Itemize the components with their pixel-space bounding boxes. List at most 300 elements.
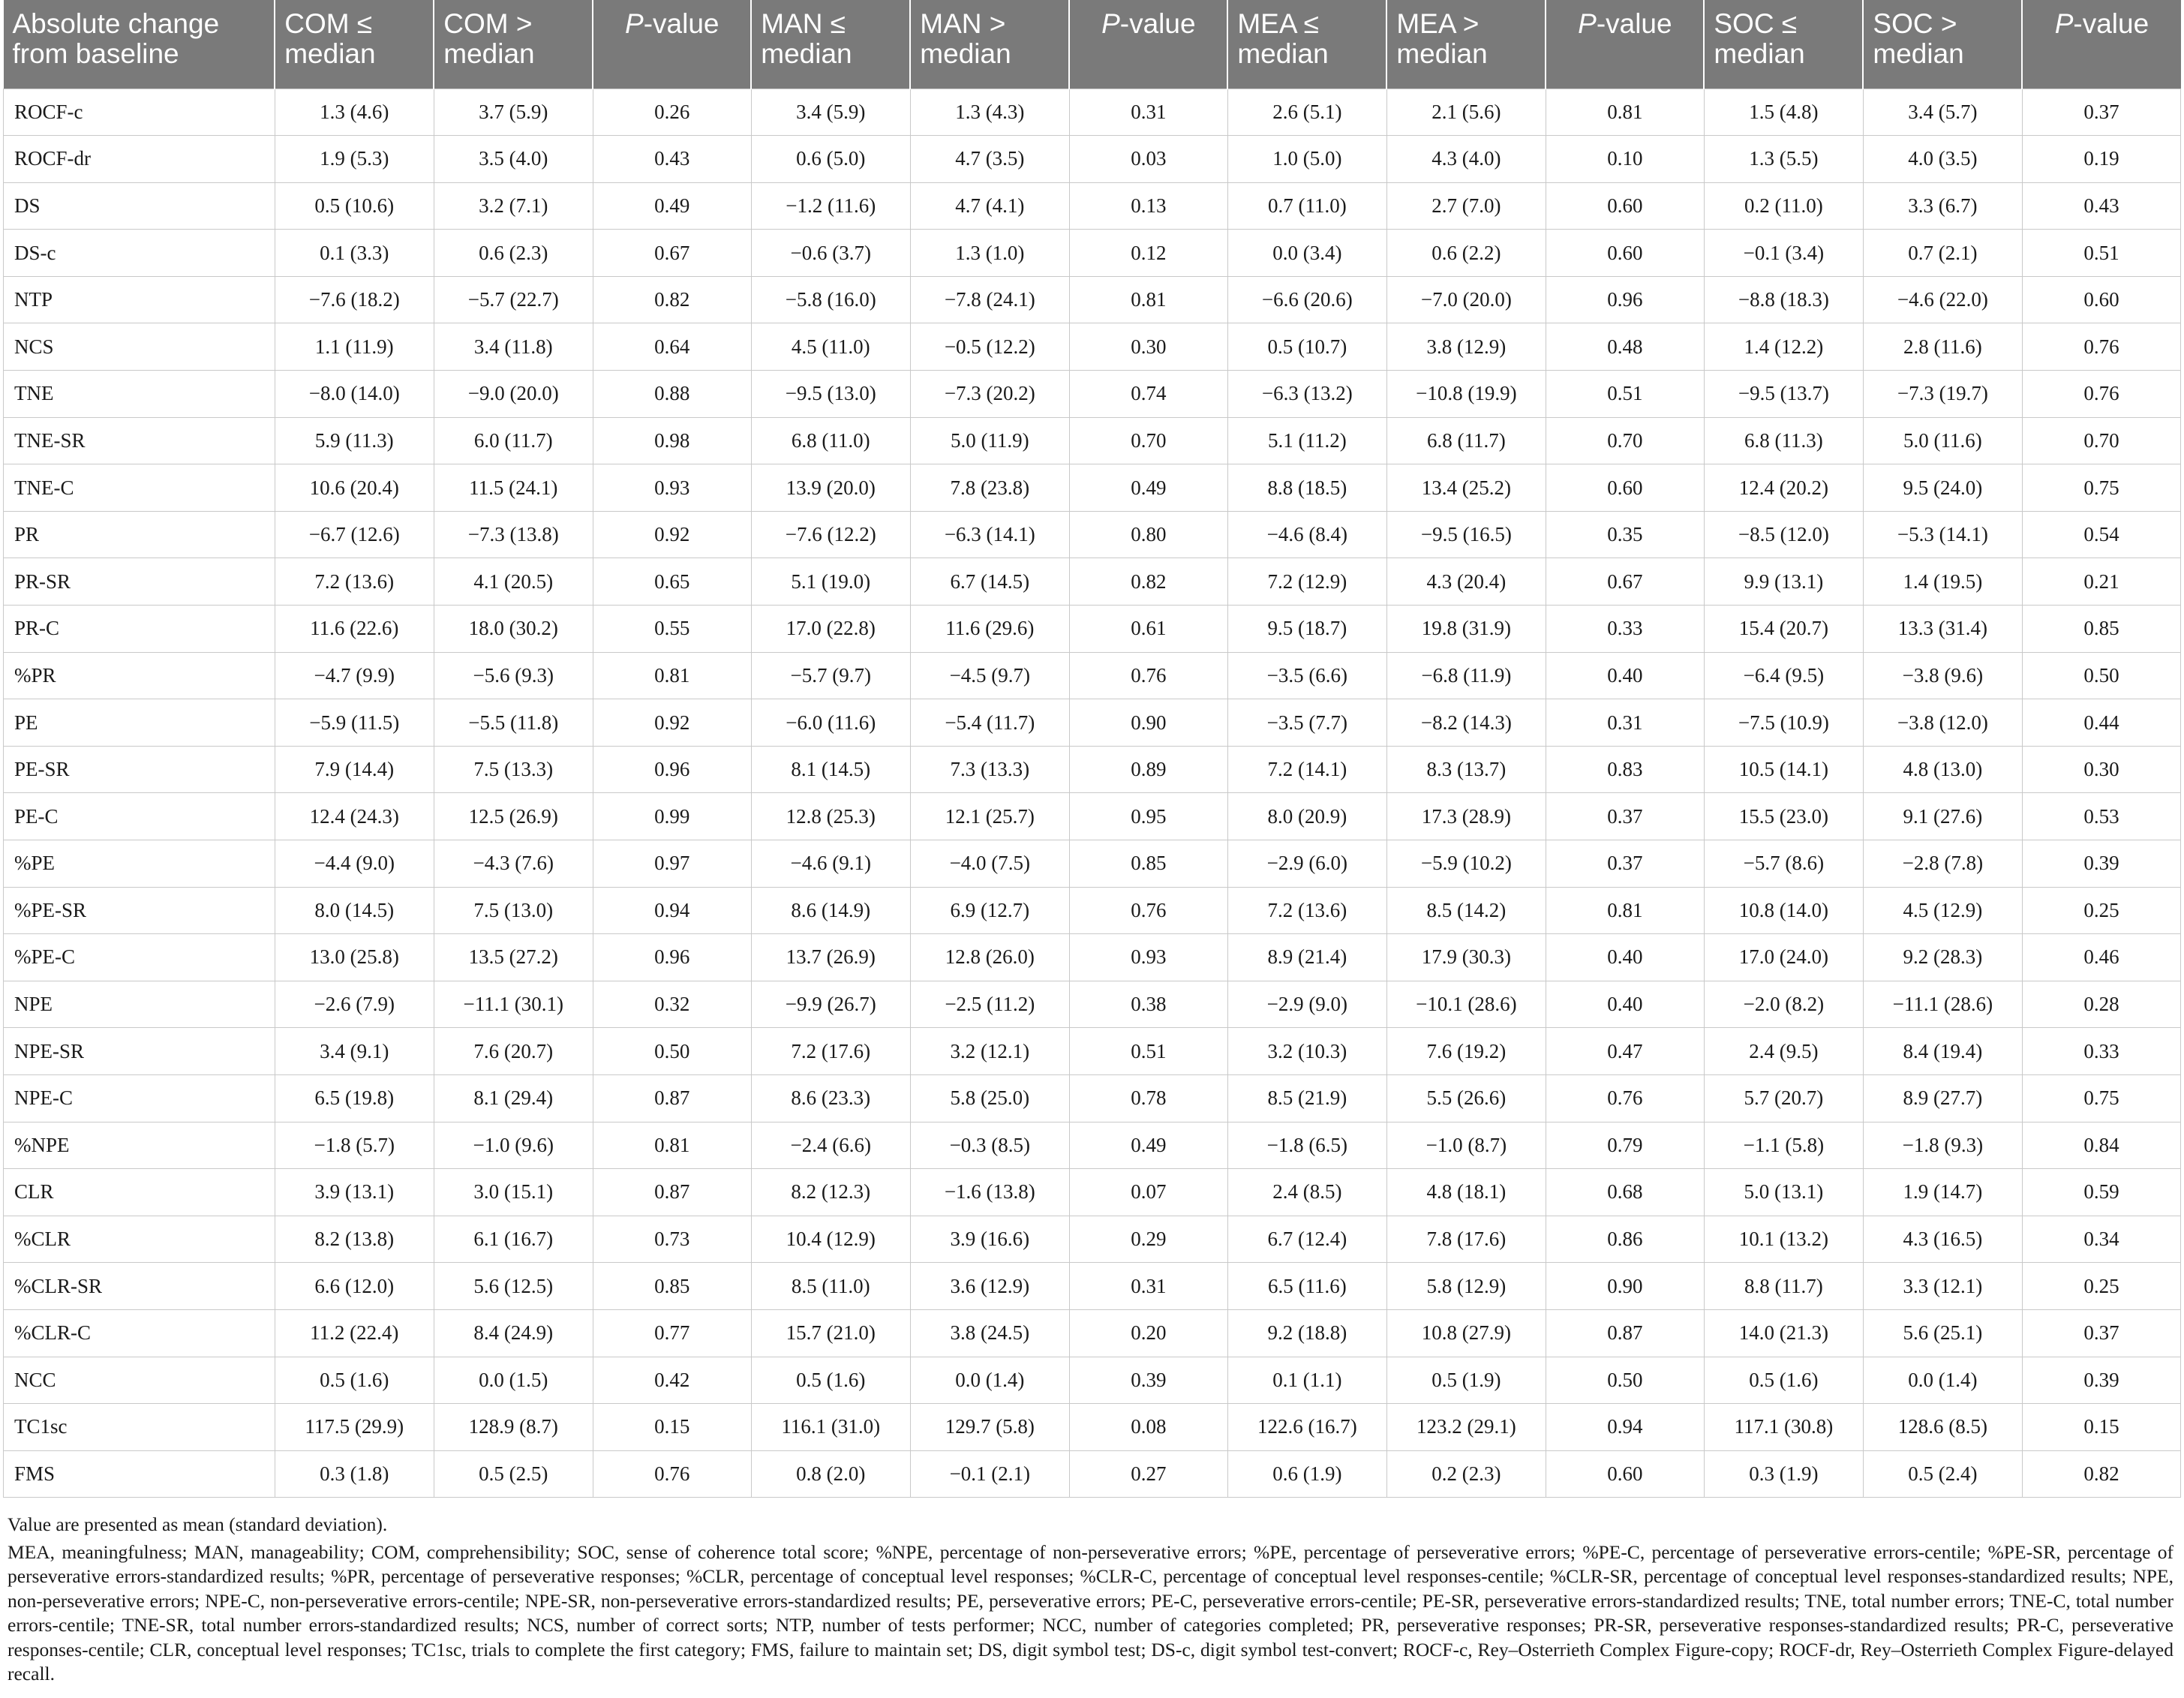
value-cell: −5.7 (9.7) — [751, 652, 910, 699]
p-value-cell: 0.60 — [1546, 1450, 1704, 1498]
results-table — [3, 0, 2181, 1498]
value-cell: −6.7 (12.6) — [275, 511, 434, 558]
value-cell: −8.2 (14.3) — [1386, 699, 1546, 747]
p-suffix: -value — [2073, 8, 2149, 39]
value-cell: 5.6 (12.5) — [434, 1263, 593, 1310]
value-cell: 8.9 (21.4) — [1227, 934, 1386, 981]
value-cell: 7.2 (13.6) — [275, 558, 434, 606]
p-value-cell: 0.46 — [2022, 934, 2180, 981]
p-value-cell: 0.70 — [1546, 417, 1704, 464]
p-value-cell: 0.55 — [593, 606, 751, 653]
value-cell: −0.5 (12.2) — [910, 323, 1069, 371]
value-cell: 2.8 (11.6) — [1863, 323, 2022, 371]
value-cell: 5.0 (11.6) — [1863, 417, 2022, 464]
value-cell: −11.1 (28.6) — [1863, 981, 2022, 1028]
p-value-cell: 0.76 — [2022, 371, 2180, 418]
value-cell: 8.1 (29.4) — [434, 1074, 593, 1122]
value-cell: 7.8 (17.6) — [1386, 1216, 1546, 1263]
value-cell: 0.2 (11.0) — [1704, 182, 1863, 230]
p-value-cell: 0.32 — [593, 981, 751, 1028]
value-cell: 2.4 (8.5) — [1227, 1169, 1386, 1216]
value-cell: 7.3 (13.3) — [910, 746, 1069, 793]
column-header: MEA ≤ median — [1227, 0, 1386, 89]
value-cell: 8.3 (13.7) — [1386, 746, 1546, 793]
p-value-cell: 0.29 — [1069, 1216, 1227, 1263]
value-cell: 15.4 (20.7) — [1704, 606, 1863, 653]
p-value-cell: 0.34 — [2022, 1216, 2180, 1263]
table-row — [4, 558, 2181, 606]
value-cell: 17.3 (28.9) — [1386, 793, 1546, 840]
value-cell: 2.7 (7.0) — [1386, 182, 1546, 230]
value-cell: 0.5 (2.5) — [434, 1450, 593, 1498]
table-row — [4, 1450, 2181, 1498]
p-value-cell: 0.60 — [1546, 230, 1704, 277]
p-value-cell: 0.80 — [1069, 511, 1227, 558]
value-cell: 9.2 (18.8) — [1227, 1309, 1386, 1357]
value-cell: 0.6 (2.2) — [1386, 230, 1546, 277]
value-cell: −2.0 (8.2) — [1704, 981, 1863, 1028]
p-value-cell: 0.74 — [1069, 371, 1227, 418]
value-cell: 8.4 (24.9) — [434, 1309, 593, 1357]
value-cell: 6.5 (19.8) — [275, 1074, 434, 1122]
value-cell: −10.8 (19.9) — [1386, 371, 1546, 418]
value-cell: 9.5 (18.7) — [1227, 606, 1386, 653]
p-value-cell: 0.68 — [1546, 1169, 1704, 1216]
value-cell: −4.4 (9.0) — [275, 840, 434, 888]
p-value-cell: 0.96 — [593, 934, 751, 981]
column-header: MAN ≤ median — [751, 0, 910, 89]
value-cell: 7.2 (14.1) — [1227, 746, 1386, 793]
value-cell: 3.0 (15.1) — [434, 1169, 593, 1216]
p-value-cell: 0.76 — [2022, 323, 2180, 371]
value-cell: 8.5 (14.2) — [1386, 887, 1546, 934]
table-row — [4, 1028, 2181, 1075]
value-cell: 0.3 (1.8) — [275, 1450, 434, 1498]
value-cell: 7.5 (13.3) — [434, 746, 593, 793]
value-cell: 7.2 (13.6) — [1227, 887, 1386, 934]
p-value-cell: 0.50 — [2022, 652, 2180, 699]
p-value-cell: 0.15 — [593, 1404, 751, 1451]
value-cell: −1.6 (13.8) — [910, 1169, 1069, 1216]
p-value-cell: 0.81 — [1069, 276, 1227, 323]
value-cell: 6.9 (12.7) — [910, 887, 1069, 934]
header-row — [4, 0, 2181, 89]
value-cell: 12.4 (20.2) — [1704, 464, 1863, 512]
column-header — [593, 0, 751, 89]
value-cell: 4.5 (11.0) — [751, 323, 910, 371]
p-value-cell: 0.51 — [1546, 371, 1704, 418]
row-label: NCS — [4, 323, 275, 371]
row-label: ROCF-dr — [4, 136, 275, 183]
p-value-cell: 0.94 — [593, 887, 751, 934]
p-letter: P — [2054, 8, 2074, 39]
table-row — [4, 1216, 2181, 1263]
value-cell: 6.6 (12.0) — [275, 1263, 434, 1310]
row-label: PE-C — [4, 793, 275, 840]
value-cell: 4.7 (4.1) — [910, 182, 1069, 230]
value-cell: −7.3 (13.8) — [434, 511, 593, 558]
value-cell: 11.6 (22.6) — [275, 606, 434, 653]
value-cell: −9.5 (13.7) — [1704, 371, 1863, 418]
value-cell: 9.1 (27.6) — [1863, 793, 2022, 840]
value-cell: −8.5 (12.0) — [1704, 511, 1863, 558]
p-value-cell: 0.15 — [2022, 1404, 2180, 1451]
p-value-cell: 0.49 — [593, 182, 751, 230]
value-cell: −5.8 (16.0) — [751, 276, 910, 323]
value-cell: 3.4 (5.9) — [751, 89, 910, 136]
column-header — [2022, 0, 2180, 89]
row-label: %PE-C — [4, 934, 275, 981]
value-cell: 5.0 (13.1) — [1704, 1169, 1863, 1216]
value-cell: 4.3 (20.4) — [1386, 558, 1546, 606]
value-cell: 8.5 (21.9) — [1227, 1074, 1386, 1122]
value-cell: 1.0 (5.0) — [1227, 136, 1386, 183]
value-cell: −4.6 (22.0) — [1863, 276, 2022, 323]
value-cell: 5.8 (12.9) — [1386, 1263, 1546, 1310]
value-cell: −5.6 (9.3) — [434, 652, 593, 699]
value-cell: 8.8 (11.7) — [1704, 1263, 1863, 1310]
p-value-cell: 0.60 — [1546, 182, 1704, 230]
table-row — [4, 652, 2181, 699]
value-cell: −7.8 (24.1) — [910, 276, 1069, 323]
p-value-cell: 0.70 — [2022, 417, 2180, 464]
p-value-cell: 0.39 — [2022, 1357, 2180, 1404]
p-value-cell: 0.67 — [1546, 558, 1704, 606]
table-row — [4, 371, 2181, 418]
p-value-cell: 0.31 — [1069, 1263, 1227, 1310]
table-footnotes — [3, 1513, 2181, 1687]
p-value-cell: 0.49 — [1069, 1122, 1227, 1169]
p-value-cell: 0.61 — [1069, 606, 1227, 653]
p-value-cell: 0.90 — [1069, 699, 1227, 747]
table-row — [4, 464, 2181, 512]
value-cell: 5.8 (25.0) — [910, 1074, 1069, 1122]
value-cell: 3.4 (9.1) — [275, 1028, 434, 1075]
value-cell: 0.0 (1.4) — [1863, 1357, 2022, 1404]
row-label: PE-SR — [4, 746, 275, 793]
value-cell: 19.8 (31.9) — [1386, 606, 1546, 653]
value-cell: −5.9 (10.2) — [1386, 840, 1546, 888]
presentation-note: Value are presented as mean (standard deviation). — [8, 1513, 388, 1536]
value-cell: 15.7 (21.0) — [751, 1309, 910, 1357]
p-value-cell: 0.93 — [593, 464, 751, 512]
value-cell: 12.8 (26.0) — [910, 934, 1069, 981]
p-value-cell: 0.33 — [2022, 1028, 2180, 1075]
row-label: PR-SR — [4, 558, 275, 606]
value-cell: 11.6 (29.6) — [910, 606, 1069, 653]
column-header: SOC ≤ median — [1704, 0, 1863, 89]
value-cell: −9.0 (20.0) — [434, 371, 593, 418]
row-label: TNE — [4, 371, 275, 418]
value-cell: 4.3 (4.0) — [1386, 136, 1546, 183]
row-label: %PE-SR — [4, 887, 275, 934]
value-cell: 9.5 (24.0) — [1863, 464, 2022, 512]
p-value-cell: 0.82 — [2022, 1450, 2180, 1498]
row-label: NPE-C — [4, 1074, 275, 1122]
value-cell: 128.6 (8.5) — [1863, 1404, 2022, 1451]
p-value-cell: 0.03 — [1069, 136, 1227, 183]
value-cell: 7.5 (13.0) — [434, 887, 593, 934]
table-row — [4, 1263, 2181, 1310]
table-row — [4, 1309, 2181, 1357]
table-body — [4, 89, 2181, 1498]
value-cell: −5.7 (22.7) — [434, 276, 593, 323]
row-label: FMS — [4, 1450, 275, 1498]
p-value-cell: 0.44 — [2022, 699, 2180, 747]
table-row — [4, 230, 2181, 277]
value-cell: −8.0 (14.0) — [275, 371, 434, 418]
value-cell: 13.0 (25.8) — [275, 934, 434, 981]
p-letter: P — [1578, 8, 1597, 39]
value-cell: 0.7 (11.0) — [1227, 182, 1386, 230]
value-cell: 0.5 (1.6) — [1704, 1357, 1863, 1404]
value-cell: 8.9 (27.7) — [1863, 1074, 2022, 1122]
p-value-cell: 0.38 — [1069, 981, 1227, 1028]
p-value-cell: 0.43 — [2022, 182, 2180, 230]
column-header — [1069, 0, 1227, 89]
value-cell: 0.5 (10.6) — [275, 182, 434, 230]
value-cell: −5.3 (14.1) — [1863, 511, 2022, 558]
value-cell: 8.1 (14.5) — [751, 746, 910, 793]
value-cell: 4.7 (3.5) — [910, 136, 1069, 183]
value-cell: 12.1 (25.7) — [910, 793, 1069, 840]
value-cell: −0.1 (2.1) — [910, 1450, 1069, 1498]
value-cell: 3.8 (24.5) — [910, 1309, 1069, 1357]
row-label: %PR — [4, 652, 275, 699]
row-label: PR — [4, 511, 275, 558]
p-value-cell: 0.13 — [1069, 182, 1227, 230]
p-value-cell: 0.99 — [593, 793, 751, 840]
value-cell: 7.6 (19.2) — [1386, 1028, 1546, 1075]
column-header: MEA > median — [1386, 0, 1546, 89]
p-value-cell: 0.28 — [2022, 981, 2180, 1028]
p-value-cell: 0.54 — [2022, 511, 2180, 558]
value-cell: −3.8 (9.6) — [1863, 652, 2022, 699]
value-cell: 3.2 (12.1) — [910, 1028, 1069, 1075]
p-value-cell: 0.31 — [1069, 89, 1227, 136]
row-label: DS — [4, 182, 275, 230]
p-value-cell: 0.07 — [1069, 1169, 1227, 1216]
value-cell: 1.3 (4.6) — [275, 89, 434, 136]
value-cell: −1.8 (6.5) — [1227, 1122, 1386, 1169]
value-cell: 5.1 (19.0) — [751, 558, 910, 606]
value-cell: −7.6 (12.2) — [751, 511, 910, 558]
table-row — [4, 182, 2181, 230]
value-cell: 1.5 (4.8) — [1704, 89, 1863, 136]
value-cell: −4.6 (8.4) — [1227, 511, 1386, 558]
value-cell: 3.9 (16.6) — [910, 1216, 1069, 1263]
value-cell: 13.5 (27.2) — [434, 934, 593, 981]
value-cell: 3.5 (4.0) — [434, 136, 593, 183]
value-cell: 3.4 (11.8) — [434, 323, 593, 371]
value-cell: 8.0 (20.9) — [1227, 793, 1386, 840]
value-cell: 6.0 (11.7) — [434, 417, 593, 464]
value-cell: 1.3 (5.5) — [1704, 136, 1863, 183]
row-label: CLR — [4, 1169, 275, 1216]
p-value-cell: 0.39 — [2022, 840, 2180, 888]
value-cell: −2.8 (7.8) — [1863, 840, 2022, 888]
p-value-cell: 0.92 — [593, 699, 751, 747]
value-cell: 0.5 (1.9) — [1386, 1357, 1546, 1404]
value-cell: −0.6 (3.7) — [751, 230, 910, 277]
value-cell: 0.5 (1.6) — [275, 1357, 434, 1404]
value-cell: 1.9 (14.7) — [1863, 1169, 2022, 1216]
value-cell: 7.8 (23.8) — [910, 464, 1069, 512]
value-cell: −6.3 (14.1) — [910, 511, 1069, 558]
p-value-cell: 0.27 — [1069, 1450, 1227, 1498]
value-cell: −1.1 (5.8) — [1704, 1122, 1863, 1169]
p-suffix: -value — [643, 8, 719, 39]
value-cell: 9.2 (28.3) — [1863, 934, 2022, 981]
p-value-cell: 0.20 — [1069, 1309, 1227, 1357]
value-cell: 117.5 (29.9) — [275, 1404, 434, 1451]
p-value-cell: 0.31 — [1546, 699, 1704, 747]
value-cell: 1.3 (1.0) — [910, 230, 1069, 277]
row-label: ROCF-c — [4, 89, 275, 136]
value-cell: −6.6 (20.6) — [1227, 276, 1386, 323]
table-row — [4, 1169, 2181, 1216]
value-cell: −5.5 (11.8) — [434, 699, 593, 747]
value-cell: 0.6 (2.3) — [434, 230, 593, 277]
p-value-cell: 0.40 — [1546, 981, 1704, 1028]
p-value-cell: 0.26 — [593, 89, 751, 136]
value-cell: 0.1 (3.3) — [275, 230, 434, 277]
table-row — [4, 511, 2181, 558]
value-cell: −6.0 (11.6) — [751, 699, 910, 747]
p-value-cell: 0.78 — [1069, 1074, 1227, 1122]
p-value-cell: 0.25 — [2022, 887, 2180, 934]
value-cell: 6.8 (11.0) — [751, 417, 910, 464]
table-row — [4, 89, 2181, 136]
value-cell: −10.1 (28.6) — [1386, 981, 1546, 1028]
value-cell: 128.9 (8.7) — [434, 1404, 593, 1451]
p-value-cell: 0.87 — [593, 1074, 751, 1122]
p-value-cell: 0.53 — [2022, 793, 2180, 840]
value-cell: 12.4 (24.3) — [275, 793, 434, 840]
p-value-cell: 0.48 — [1546, 323, 1704, 371]
p-value-cell: 0.65 — [593, 558, 751, 606]
value-cell: 4.1 (20.5) — [434, 558, 593, 606]
value-cell: 3.3 (6.7) — [1863, 182, 2022, 230]
value-cell: 1.4 (12.2) — [1704, 323, 1863, 371]
value-cell: 11.2 (22.4) — [275, 1309, 434, 1357]
value-cell: 13.9 (20.0) — [751, 464, 910, 512]
value-cell: 3.2 (10.3) — [1227, 1028, 1386, 1075]
value-cell: −1.2 (11.6) — [751, 182, 910, 230]
value-cell: 0.5 (10.7) — [1227, 323, 1386, 371]
value-cell: −0.3 (8.5) — [910, 1122, 1069, 1169]
column-header: MAN > median — [910, 0, 1069, 89]
p-value-cell: 0.40 — [1546, 934, 1704, 981]
p-value-cell: 0.25 — [2022, 1263, 2180, 1310]
p-value-cell: 0.96 — [1546, 276, 1704, 323]
table-row — [4, 934, 2181, 981]
p-value-cell: 0.95 — [1069, 793, 1227, 840]
value-cell: 0.5 (1.6) — [751, 1357, 910, 1404]
value-cell: −4.0 (7.5) — [910, 840, 1069, 888]
value-cell: 3.7 (5.9) — [434, 89, 593, 136]
p-value-cell: 0.75 — [2022, 464, 2180, 512]
p-suffix: -value — [1119, 8, 1196, 39]
row-label-header: Absolute change from baseline — [4, 0, 275, 89]
row-label: TNE-C — [4, 464, 275, 512]
value-cell: 8.4 (19.4) — [1863, 1028, 2022, 1075]
value-cell: 0.7 (2.1) — [1863, 230, 2022, 277]
p-value-cell: 0.85 — [593, 1263, 751, 1310]
table-row — [4, 136, 2181, 183]
value-cell: 10.8 (27.9) — [1386, 1309, 1546, 1357]
table-row — [4, 417, 2181, 464]
table-row — [4, 840, 2181, 888]
p-value-cell: 0.76 — [1069, 887, 1227, 934]
p-value-cell: 0.50 — [593, 1028, 751, 1075]
p-value-cell: 0.98 — [593, 417, 751, 464]
p-value-cell: 0.92 — [593, 511, 751, 558]
p-value-cell: 0.60 — [2022, 276, 2180, 323]
p-value-cell: 0.08 — [1069, 1404, 1227, 1451]
p-value-cell: 0.88 — [593, 371, 751, 418]
value-cell: 10.8 (14.0) — [1704, 887, 1863, 934]
value-cell: 8.2 (12.3) — [751, 1169, 910, 1216]
value-cell: 17.0 (22.8) — [751, 606, 910, 653]
value-cell: −9.9 (26.7) — [751, 981, 910, 1028]
value-cell: −2.5 (11.2) — [910, 981, 1069, 1028]
value-cell: 5.0 (11.9) — [910, 417, 1069, 464]
p-value-cell: 0.10 — [1546, 136, 1704, 183]
value-cell: 5.6 (25.1) — [1863, 1309, 2022, 1357]
p-value-cell: 0.79 — [1546, 1122, 1704, 1169]
table-row — [4, 1122, 2181, 1169]
value-cell: 6.7 (12.4) — [1227, 1216, 1386, 1263]
p-value-cell: 0.30 — [1069, 323, 1227, 371]
table-row — [4, 746, 2181, 793]
value-cell: −4.7 (9.9) — [275, 652, 434, 699]
row-label: %CLR — [4, 1216, 275, 1263]
row-label: %NPE — [4, 1122, 275, 1169]
value-cell: 13.4 (25.2) — [1386, 464, 1546, 512]
value-cell: 0.8 (2.0) — [751, 1450, 910, 1498]
row-label: %CLR-C — [4, 1309, 275, 1357]
value-cell: 1.1 (11.9) — [275, 323, 434, 371]
value-cell: −7.3 (19.7) — [1863, 371, 2022, 418]
value-cell: 2.1 (5.6) — [1386, 89, 1546, 136]
value-cell: 0.0 (1.5) — [434, 1357, 593, 1404]
value-cell: 6.5 (11.6) — [1227, 1263, 1386, 1310]
value-cell: 8.6 (14.9) — [751, 887, 910, 934]
table-row — [4, 793, 2181, 840]
p-value-cell: 0.76 — [1546, 1074, 1704, 1122]
value-cell: −7.5 (10.9) — [1704, 699, 1863, 747]
value-cell: 7.2 (12.9) — [1227, 558, 1386, 606]
value-cell: −6.3 (13.2) — [1227, 371, 1386, 418]
value-cell: −3.5 (7.7) — [1227, 699, 1386, 747]
value-cell: 129.7 (5.8) — [910, 1404, 1069, 1451]
value-cell: 0.1 (1.1) — [1227, 1357, 1386, 1404]
p-value-cell: 0.50 — [1546, 1357, 1704, 1404]
value-cell: 5.1 (11.2) — [1227, 417, 1386, 464]
p-value-cell: 0.94 — [1546, 1404, 1704, 1451]
value-cell: 3.4 (5.7) — [1863, 89, 2022, 136]
p-value-cell: 0.81 — [593, 652, 751, 699]
value-cell: 1.4 (19.5) — [1863, 558, 2022, 606]
value-cell: 8.8 (18.5) — [1227, 464, 1386, 512]
p-value-cell: 0.37 — [2022, 1309, 2180, 1357]
p-value-cell: 0.85 — [2022, 606, 2180, 653]
p-value-cell: 0.82 — [1069, 558, 1227, 606]
column-header: SOC > median — [1863, 0, 2022, 89]
p-value-cell: 0.33 — [1546, 606, 1704, 653]
value-cell: −3.8 (12.0) — [1863, 699, 2022, 747]
